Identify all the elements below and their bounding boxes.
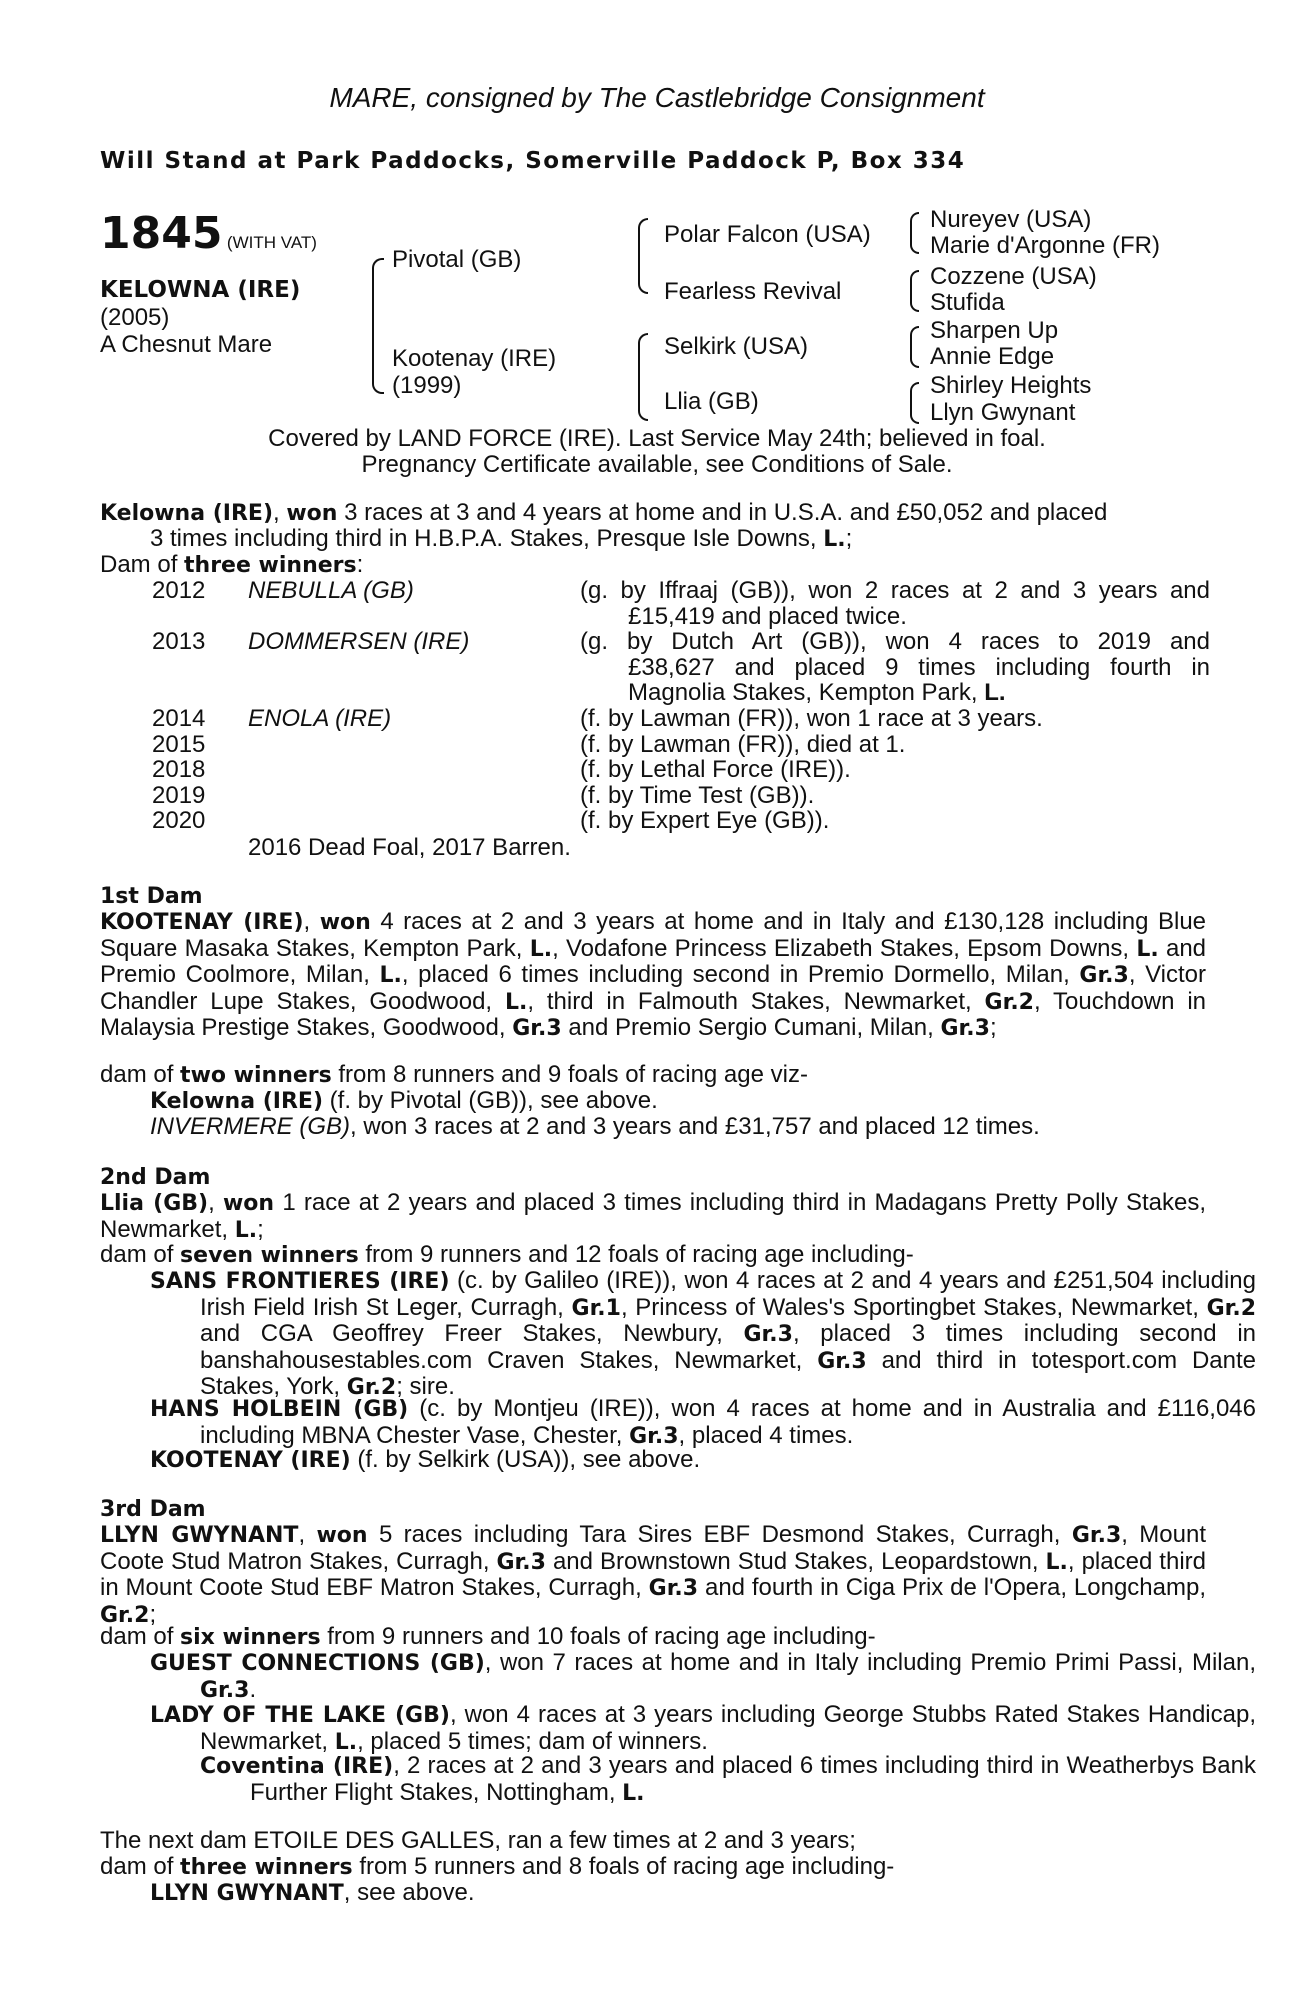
pedigree-ssd: Marie d'Argonne (FR) [930,232,1160,259]
offspring-year: 2018 [152,756,206,784]
third-dam-heading: 3rd Dam [100,1497,206,1522]
pedigree-brace-main [372,258,384,394]
vat-note: (WITH VAT) [226,233,317,252]
next-dam-line: The next dam ETOILE DES GALLES, ran a few times at 2 and 3 years; [100,1827,856,1854]
offspring-detail-line: (f. by Expert Eye (GB)). [580,807,830,835]
offspring-name: ENOLA (IRE) [248,705,392,732]
mare-record: Kelowna (IRE), won 3 races at 3 and 4 years at home and in U.S.A. and £50,052 and placed [100,499,1108,526]
next-dam-dam-of: dam of three winners from 5 runners and 8 foals of racing age including- [100,1853,895,1880]
pedigree-brace-ss [910,212,919,254]
horse-name: KELOWNA (IRE) [100,277,301,303]
lot-number: 1845 [100,208,223,259]
pedigree-dam-dam: Llia (GB) [664,388,759,415]
second-dam-offspring-2: HANS HOLBEIN (GB) (c. by Montjeu (IRE)), won 4 races at home and in Australia and £116,046 including MBNA Chester Vase, Chester, Gr.3, placed 4 times. [150,1395,1257,1449]
consignor-line: MARE, consigned by The Castlebridge Consignment [329,82,985,113]
horse-description: A Chesnut Mare [100,331,273,358]
pedigree-dam-sire: Selkirk (USA) [664,333,809,360]
offspring-detail-line: (f. by Lethal Force (IRE)). [580,756,851,784]
pedigree-sss: Nureyev (USA) [930,206,1092,233]
first-dam-offspring-2: INVERMERE (GB), won 3 races at 2 and 3 years and £31,757 and placed 12 times. [150,1113,1040,1140]
horse-year: (2005) [100,304,170,331]
offspring-detail-line: (f. by Lawman (FR)), won 1 race at 3 years. [580,705,1043,732]
covered-by-line: Covered by LAND FORCE (IRE). Last Service May 24th; believed in foal. [268,425,1046,452]
offspring-detail-line: (g. by Dutch Art (GB)), won 4 races to 2019 and [580,628,1210,656]
pedigree-dds: Shirley Heights [930,372,1092,399]
first-dam-offspring-1: Kelowna (IRE) (f. by Pivotal (GB)), see above. [150,1087,658,1114]
pedigree-brace-sd [910,270,919,312]
pedigree-dam-year: (1999) [392,372,462,399]
offspring-year: 2012 [152,577,206,604]
lot-number-block [100,208,317,259]
pedigree-sdd: Stufida [930,289,1005,316]
pedigree-dam: Kootenay (IRE) [392,345,557,372]
offspring-detail-line: Magnolia Stakes, Kempton Park, L. [628,679,1006,707]
offspring-year: 2014 [152,705,206,732]
mare-name: Kelowna (IRE) [100,501,273,526]
third-dam-record: LLYN GWYNANT, won 5 races including Tara Sires EBF Desmond Stakes, Curragh, Gr.3, Mount Coote Stud Matron Stakes, Curragh, Gr.3 and Brownstown Stud Stakes, Leopardstown, L., placed third in Mount Coote Stud EBF Matron Stakes, Curragh, Gr.3 and fourth in Ciga Prix de l'Opera, Longchamp, Gr.2; [100,1521,1206,1628]
pedigree-brace-ds [910,326,919,368]
offspring-detail-line: £38,627 and placed 9 times including fourth in [628,653,1210,681]
pedigree-sds: Cozzene (USA) [930,263,1097,290]
offspring-year: 2020 [152,807,206,835]
second-dam-dam-of: dam of seven winners from 9 runners and 12 foals of racing age including- [100,1241,914,1268]
offspring-detail-line: (f. by Lawman (FR)), died at 1. [580,730,906,758]
offspring-year: 2013 [152,628,206,656]
pedigree-dss: Sharpen Up [930,317,1059,344]
second-dam-heading: 2nd Dam [100,1165,211,1190]
third-dam-offspring-3: Coventina (IRE), 2 races at 2 and 3 years and placed 6 times including third in Weatherbys Bank Further Flight Stakes, Nottingham, L. [200,1752,1256,1806]
third-dam-offspring-1: GUEST CONNECTIONS (GB), won 7 races at home and in Italy including Premio Primi Passi, Milan, Gr.3. [150,1649,1256,1703]
offspring-name: DOMMERSEN (IRE) [248,628,470,656]
pedigree-sire-dam: Fearless Revival [664,278,842,305]
offspring-year: 2019 [152,781,206,809]
second-dam-record: Llia (GB), won 1 race at 2 years and placed 3 times including third in Madagans Pretty Polly Stakes, Newmarket, L.; [100,1189,1206,1243]
mare-dam-of: Dam of three winners: [100,551,364,578]
next-dam-offspring-1: LLYN GWYNANT, see above. [150,1879,475,1906]
third-dam-dam-of: dam of six winners from 9 runners and 10 foals of racing age including- [100,1623,876,1650]
offspring-detail-line: (g. by Iffraaj (GB)), won 2 races at 2 and 3 years and [580,577,1210,604]
pedigree-dsd: Annie Edge [930,343,1055,370]
first-dam-dam-of: dam of two winners from 8 runners and 9 foals of racing age viz- [100,1061,808,1088]
pedigree-brace-dd [910,382,919,424]
stand-location: Will Stand at Park Paddocks, Somerville Paddock P, Box 334 [100,148,966,174]
offspring-name: NEBULLA (GB) [248,577,414,604]
offspring-detail-line: £15,419 and placed twice. [628,602,907,630]
third-dam-offspring-2: LADY OF THE LAKE (GB), won 4 races at 3 years including George Stubbs Rated Stakes Handicap, Newmarket, L., placed 5 times; dam of winners. [150,1701,1256,1755]
pregnancy-certificate-line: Pregnancy Certificate available, see Conditions of Sale. [361,451,953,478]
first-dam-record: KOOTENAY (IRE), won 4 races at 2 and 3 years at home and in Italy and £130,128 including Blue Square Masaka Stakes, Kempton Park, L., Vodafone Princess Elizabeth Stakes, Epsom Downs, L. and Premio Coolmore, Milan, L., placed 6 times including second in Premio Dormello, Milan, Gr.3, Victor Chandler Lupe Stakes, Goodwood, L., third in Falmouth Stakes, Newmarket, Gr.2, Touchdown in Malaysia Prestige Stakes, Goodwood, Gr.3 and Premio Sergio Cumani, Milan, Gr.3; [100,908,1207,1042]
pedigree-ddd: Llyn Gwynant [930,399,1076,426]
first-dam-heading: 1st Dam [100,884,203,909]
offspring-year: 2015 [152,730,206,758]
pedigree-brace-sire [638,218,648,294]
second-dam-offspring-3: KOOTENAY (IRE) (f. by Selkirk (USA)), see above. [150,1446,701,1473]
second-dam-offspring-1: SANS FRONTIERES (IRE) (c. by Galileo (IRE)), won 4 races at 2 and 4 years and £251,504 including Irish Field Irish St Leger, Curragh, Gr.1, Princess of Wales's Sportingbet Stakes, Newmarket, Gr.2 and CGA Geoffrey Freer Stakes, Newbury, Gr.3, placed 3 times including second in banshahousestables.com Craven Stakes, Newmarket, Gr.3 and third in totesport.com Dante Stakes, York, Gr.2; sire. [150,1267,1257,1401]
pedigree-sire-sire: Polar Falcon (USA) [664,221,871,248]
pedigree-sire: Pivotal (GB) [392,246,522,273]
mare-won: won [286,501,338,526]
offspring-note: 2016 Dead Foal, 2017 Barren. [248,834,571,861]
offspring-detail-line: (f. by Time Test (GB)). [580,781,815,809]
pedigree-brace-dam [638,333,648,421]
mare-record-line2: 3 times including third in H.B.P.A. Stakes, Presque Isle Downs, L.; [150,525,853,552]
